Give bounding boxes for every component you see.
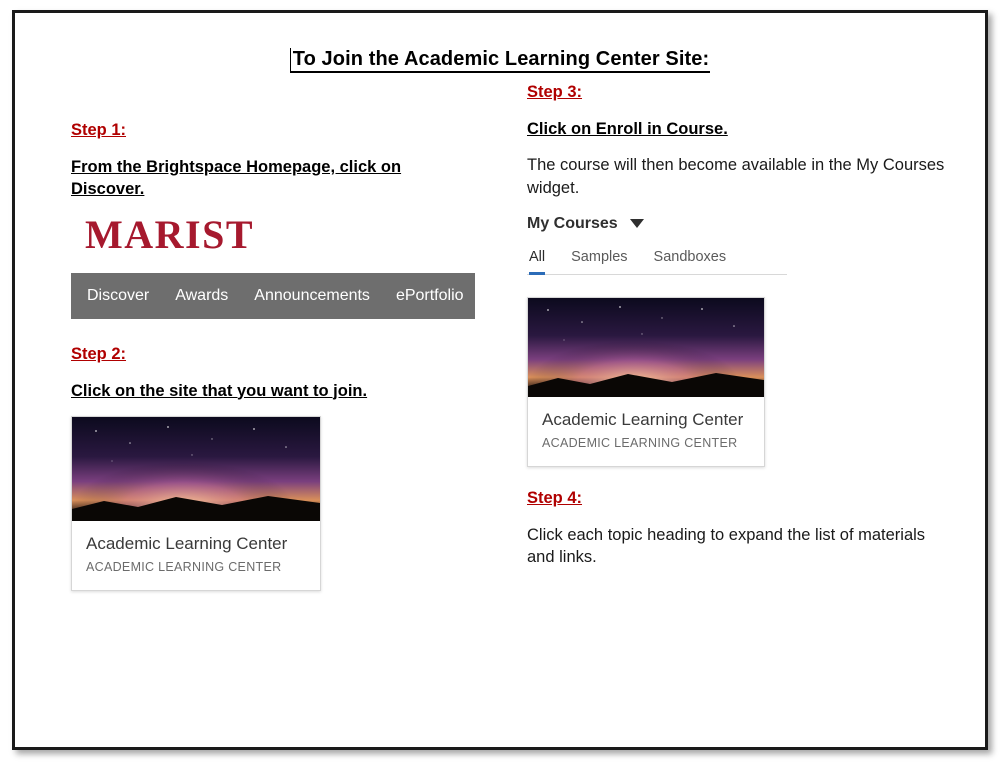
course-card-body — [72, 521, 320, 590]
course-card-body — [528, 397, 764, 466]
night-sky-aurora-image — [528, 298, 764, 397]
nav-item-eportfolio[interactable]: ePortfolio — [395, 286, 464, 304]
my-courses-widget-title: My Courses — [527, 214, 618, 232]
course-card-subtitle: ACADEMIC LEARNING CENTER — [542, 436, 738, 451]
my-courses-widget-header[interactable] — [527, 215, 947, 233]
step-4-body: Click each topic heading to expand the list of materials and links. — [527, 526, 926, 567]
tab-sandboxes[interactable]: Sandboxes — [653, 248, 727, 265]
step-3-body: The course will then become available in the My Courses widget. — [527, 156, 945, 197]
course-card-subtitle: ACADEMIC LEARNING CENTER — [86, 560, 282, 575]
right-column — [527, 83, 947, 581]
left-column — [71, 121, 471, 591]
my-courses-tabs — [527, 249, 787, 275]
night-sky-aurora-image — [72, 417, 320, 521]
page-title-text: To Join the Academic Learning Center Site: — [290, 48, 711, 73]
tab-all[interactable]: All — [529, 249, 545, 274]
nav-item-awards[interactable]: Awards — [175, 286, 229, 304]
step-4-label: Step 4: — [527, 489, 583, 508]
step-3-heading: Click on Enroll in Course. — [527, 120, 728, 138]
course-card-my-courses[interactable] — [527, 297, 765, 467]
step-3-label: Step 3: — [527, 83, 583, 101]
nav-item-discover[interactable]: Discover — [87, 286, 150, 304]
nav-item-announcements[interactable]: Announcements — [254, 286, 370, 304]
course-card-discover[interactable] — [71, 416, 321, 591]
step-2-heading: Click on the site that you want to join. — [71, 381, 368, 400]
chevron-down-icon[interactable] — [630, 219, 644, 228]
step-2-label: Step 2: — [71, 344, 127, 363]
brightspace-navbar — [71, 273, 475, 319]
step-1-label: Step 1: — [71, 121, 127, 139]
marist-logo: MARIST — [85, 211, 255, 257]
page-title — [15, 48, 985, 71]
step-1-heading: From the Brightspace Homepage, click on Discover. — [71, 158, 402, 199]
document-body — [15, 13, 985, 747]
document-page — [12, 10, 988, 750]
course-card-title: Academic Learning Center — [542, 409, 744, 429]
tab-samples[interactable]: Samples — [571, 248, 628, 265]
course-card-title: Academic Learning Center — [86, 533, 288, 553]
